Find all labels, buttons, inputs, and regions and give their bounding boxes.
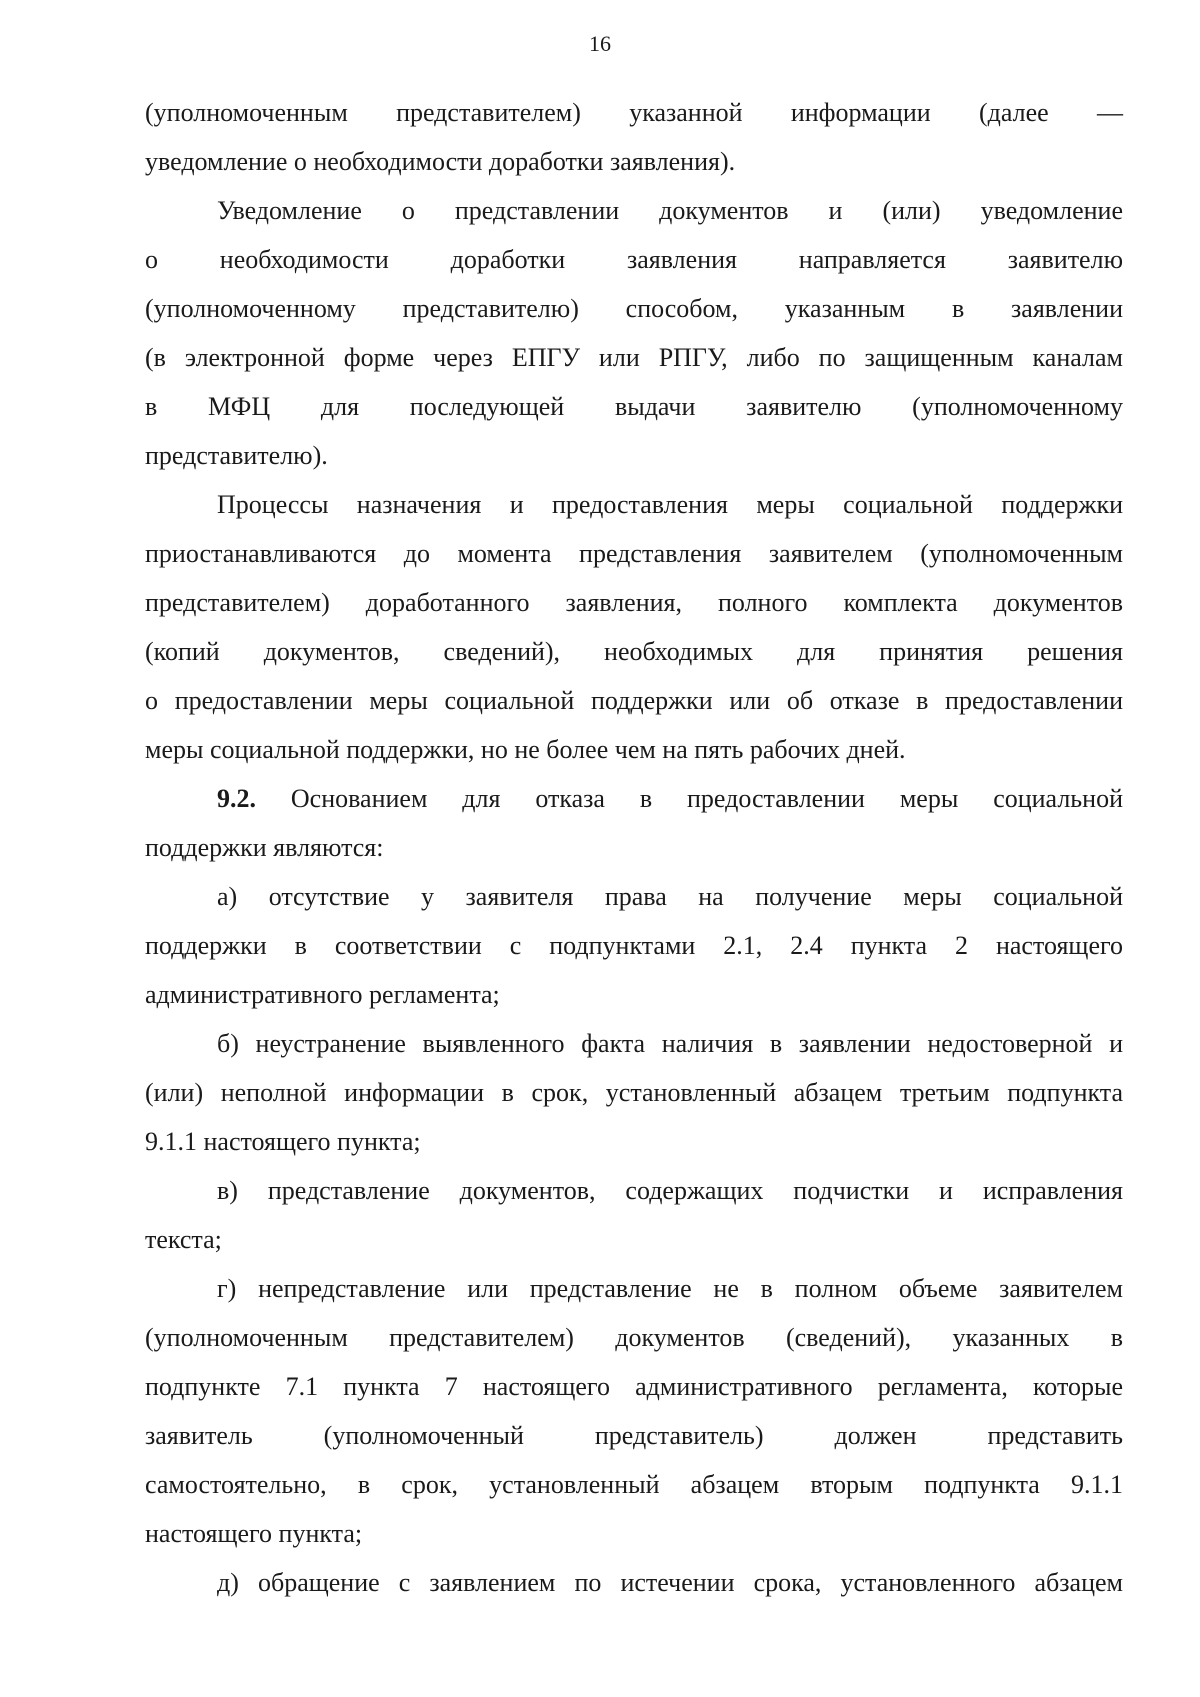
paragraph-notification: [145, 186, 1123, 480]
text-line: Процессы назначения и предоставления меры социальной поддержки: [217, 490, 1123, 519]
list-item-d: [145, 1558, 1123, 1607]
text-line: поддержки являются:: [145, 833, 384, 862]
text-line: Уведомление о представлении документов и (или) уведомление: [217, 196, 1123, 225]
text-line: 9.1.1 настоящего пункта;: [145, 1127, 421, 1156]
text-line: д) обращение с заявлением по истечении срока, установленного абзацем: [217, 1568, 1123, 1597]
section-9-2: [145, 774, 1123, 872]
text-line: меры социальной поддержки, но не более чем на пять рабочих дней.: [145, 735, 906, 764]
paragraph-suspension: [145, 480, 1123, 774]
list-item-a: [145, 872, 1123, 1019]
text-line: [145, 774, 1123, 823]
text-line: настоящего пункта;: [145, 1519, 363, 1548]
text-line: (или) неполной информации в срок, установленный абзацем третьим подпункта: [145, 1078, 1123, 1107]
text-line: (уполномоченным представителем) документов (сведений), указанных в: [145, 1323, 1123, 1352]
text-line: (в электронной форме через ЕПГУ или РПГУ, либо по защищенным каналам: [145, 343, 1123, 372]
list-item-b: [145, 1019, 1123, 1166]
text-line: самостоятельно, в срок, установленный абзацем вторым подпункта 9.1.1: [145, 1470, 1123, 1499]
text-line: (копий документов, сведений), необходимых для принятия решения: [145, 637, 1123, 666]
text-line: (уполномоченному представителю) способом, указанным в заявлении: [145, 294, 1123, 323]
text-line: б) неустранение выявленного факта наличия в заявлении недостоверной и: [217, 1029, 1123, 1058]
text-line: а) отсутствие у заявителя права на получение меры социальной: [217, 882, 1123, 911]
text-line: о предоставлении меры социальной поддержки или об отказе в предоставлении: [145, 686, 1123, 715]
paragraph-continuation: [145, 88, 1123, 186]
text-line: уведомление о необходимости доработки заявления).: [145, 147, 736, 176]
section-lead-text: Основанием для отказа в предоставлении меры социальной: [256, 784, 1123, 813]
text-line: представителю).: [145, 441, 328, 470]
text-line: заявитель (уполномоченный представитель) должен представить: [145, 1421, 1123, 1450]
list-item-g: [145, 1264, 1123, 1558]
text-line: о необходимости доработки заявления направляется заявителю: [145, 245, 1123, 274]
text-line: в) представление документов, содержащих подчистки и исправления: [217, 1176, 1123, 1205]
text-line: поддержки в соответствии с подпунктами 2.1, 2.4 пункта 2 настоящего: [145, 931, 1123, 960]
list-item-v: [145, 1166, 1123, 1264]
text-line: представителем) доработанного заявления, полного комплекта документов: [145, 588, 1123, 617]
text-line: в МФЦ для последующей выдачи заявителю (уполномоченному: [145, 392, 1123, 421]
page-number: 16: [589, 31, 611, 56]
document-body: [145, 88, 1123, 1607]
text-line: (уполномоченным представителем) указанной информации (далее —: [145, 98, 1123, 127]
text-line: приостанавливаются до момента представления заявителем (уполномоченным: [145, 539, 1123, 568]
text-line: г) непредставление или представление не в полном объеме заявителем: [217, 1274, 1123, 1303]
text-line: подпункте 7.1 пункта 7 настоящего административного регламента, которые: [145, 1372, 1123, 1401]
text-line: текста;: [145, 1225, 222, 1254]
section-number: 9.2.: [217, 784, 256, 813]
text-line: административного регламента;: [145, 980, 500, 1009]
